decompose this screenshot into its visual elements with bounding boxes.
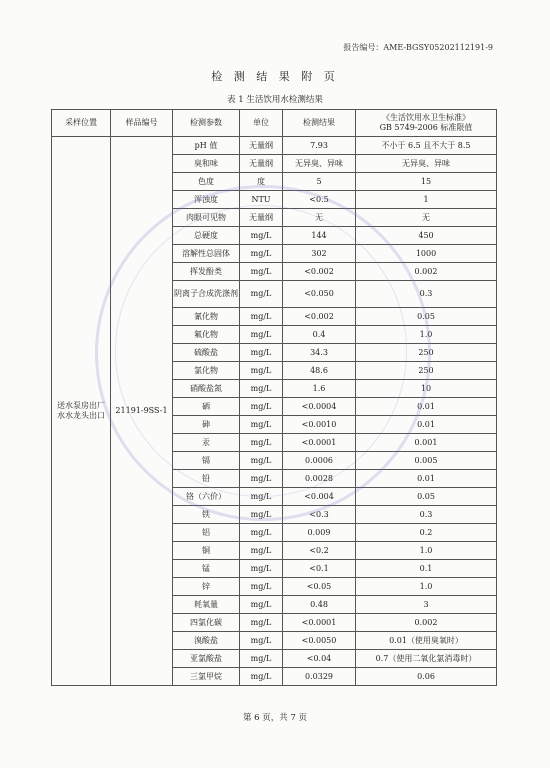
unit-cell: mg/L bbox=[240, 542, 283, 560]
parameter-cell: 铝 bbox=[173, 524, 240, 542]
result-cell: 7.93 bbox=[283, 137, 356, 155]
result-cell: <0.002 bbox=[283, 308, 356, 326]
result-cell: 0.48 bbox=[283, 596, 356, 614]
limit-cell: 1 bbox=[356, 191, 497, 209]
header-standard bbox=[356, 110, 497, 137]
limit-cell: 0.01（使用臭氧时） bbox=[356, 632, 497, 650]
limit-cell: 0.005 bbox=[356, 452, 497, 470]
result-cell: <0.5 bbox=[283, 191, 356, 209]
unit-cell: mg/L bbox=[240, 650, 283, 668]
unit-cell: mg/L bbox=[240, 308, 283, 326]
result-cell: 0.4 bbox=[283, 326, 356, 344]
limit-cell: 1.0 bbox=[356, 578, 497, 596]
limit-cell: 0.001 bbox=[356, 434, 497, 452]
limit-cell: 0.01 bbox=[356, 398, 497, 416]
limit-cell: 0.7（使用二氧化氯消毒时） bbox=[356, 650, 497, 668]
parameter-cell: 锰 bbox=[173, 560, 240, 578]
header-location: 采样位置 bbox=[52, 110, 111, 137]
parameter-cell: 溶解性总固体 bbox=[173, 245, 240, 263]
unit-cell: NTU bbox=[240, 191, 283, 209]
parameter-cell: 浑浊度 bbox=[173, 191, 240, 209]
sample-id-cell: 21191-9SS-1 bbox=[111, 137, 173, 686]
limit-cell: 1.0 bbox=[356, 542, 497, 560]
result-cell: 144 bbox=[283, 227, 356, 245]
unit-cell: mg/L bbox=[240, 560, 283, 578]
limit-cell: 450 bbox=[356, 227, 497, 245]
limit-cell: 无 bbox=[356, 209, 497, 227]
unit-cell: mg/L bbox=[240, 452, 283, 470]
result-cell: <0.0001 bbox=[283, 614, 356, 632]
parameter-cell: 耗氧量 bbox=[173, 596, 240, 614]
parameter-cell: 臭和味 bbox=[173, 155, 240, 173]
limit-cell: 1000 bbox=[356, 245, 497, 263]
result-cell: <0.1 bbox=[283, 560, 356, 578]
parameter-cell: 硫酸盐 bbox=[173, 344, 240, 362]
results-body bbox=[52, 137, 497, 686]
unit-cell: mg/L bbox=[240, 596, 283, 614]
unit-cell: mg/L bbox=[240, 632, 283, 650]
result-cell: <0.05 bbox=[283, 578, 356, 596]
report-number: 报告编号：AME-BGSY05202112191-9 bbox=[343, 43, 493, 52]
result-cell: <0.0001 bbox=[283, 434, 356, 452]
unit-cell: mg/L bbox=[240, 470, 283, 488]
unit-cell: mg/L bbox=[240, 281, 283, 308]
limit-cell: 0.05 bbox=[356, 488, 497, 506]
parameter-cell: 砷 bbox=[173, 416, 240, 434]
parameter-cell: 锌 bbox=[173, 578, 240, 596]
unit-cell: mg/L bbox=[240, 416, 283, 434]
parameter-cell: 硒 bbox=[173, 398, 240, 416]
parameter-cell: 镉 bbox=[173, 452, 240, 470]
result-cell: 0.009 bbox=[283, 524, 356, 542]
parameter-cell: 汞 bbox=[173, 434, 240, 452]
parameter-cell: 氯化物 bbox=[173, 362, 240, 380]
parameter-cell: 亚氯酸盐 bbox=[173, 650, 240, 668]
table-title: 表 1 生活饮用水检测结果 bbox=[227, 95, 323, 105]
page-footer: 第 6 页，共 7 页 bbox=[242, 713, 308, 723]
parameter-cell: 四氯化碳 bbox=[173, 614, 240, 632]
unit-cell: 无量纲 bbox=[240, 155, 283, 173]
limit-cell: 3 bbox=[356, 596, 497, 614]
header-parameter: 检测参数 bbox=[173, 110, 240, 137]
header-standard-line1: 《生活饮用水卫生标准》 bbox=[382, 113, 470, 122]
unit-cell: mg/L bbox=[240, 578, 283, 596]
unit-cell: mg/L bbox=[240, 245, 283, 263]
limit-cell: 无异臭、异味 bbox=[356, 155, 497, 173]
limit-cell: 250 bbox=[356, 362, 497, 380]
result-cell: 5 bbox=[283, 173, 356, 191]
table-row bbox=[52, 137, 497, 155]
result-cell: 0.0329 bbox=[283, 668, 356, 686]
result-cell: <0.004 bbox=[283, 488, 356, 506]
parameter-cell: 铁 bbox=[173, 506, 240, 524]
limit-cell: 0.2 bbox=[356, 524, 497, 542]
parameter-cell: pH 值 bbox=[173, 137, 240, 155]
limit-cell: 不小于 6.5 且不大于 8.5 bbox=[356, 137, 497, 155]
unit-cell: mg/L bbox=[240, 614, 283, 632]
parameter-cell: 肉眼可见物 bbox=[173, 209, 240, 227]
result-cell: <0.002 bbox=[283, 263, 356, 281]
page-title: 检 测 结 果 附 页 bbox=[211, 70, 339, 83]
parameter-cell: 氟化物 bbox=[173, 326, 240, 344]
limit-cell: 0.002 bbox=[356, 263, 497, 281]
result-cell: 48.6 bbox=[283, 362, 356, 380]
unit-cell: mg/L bbox=[240, 488, 283, 506]
limit-cell: 0.1 bbox=[356, 560, 497, 578]
limit-cell: 0.05 bbox=[356, 308, 497, 326]
parameter-cell: 硝酸盐氮 bbox=[173, 380, 240, 398]
result-cell: 1.6 bbox=[283, 380, 356, 398]
unit-cell: mg/L bbox=[240, 506, 283, 524]
parameter-cell: 铅 bbox=[173, 470, 240, 488]
parameter-cell: 色度 bbox=[173, 173, 240, 191]
parameter-cell: 铬（六价） bbox=[173, 488, 240, 506]
result-cell: <0.0050 bbox=[283, 632, 356, 650]
result-cell: 302 bbox=[283, 245, 356, 263]
sample-location-cell: 送水泵房出厂水水龙头出口 bbox=[52, 137, 111, 686]
unit-cell: 无量纲 bbox=[240, 209, 283, 227]
parameter-cell: 总硬度 bbox=[173, 227, 240, 245]
parameter-cell: 溴酸盐 bbox=[173, 632, 240, 650]
result-cell: 34.3 bbox=[283, 344, 356, 362]
unit-cell: 无量纲 bbox=[240, 137, 283, 155]
limit-cell: 250 bbox=[356, 344, 497, 362]
result-cell: <0.0010 bbox=[283, 416, 356, 434]
limit-cell: 15 bbox=[356, 173, 497, 191]
results-table bbox=[51, 109, 497, 686]
parameter-cell: 挥发酚类 bbox=[173, 263, 240, 281]
header-result: 检测结果 bbox=[283, 110, 356, 137]
result-cell: <0.050 bbox=[283, 281, 356, 308]
unit-cell: mg/L bbox=[240, 668, 283, 686]
parameter-cell: 铜 bbox=[173, 542, 240, 560]
unit-cell: mg/L bbox=[240, 227, 283, 245]
limit-cell: 0.3 bbox=[356, 506, 497, 524]
limit-cell: 0.3 bbox=[356, 281, 497, 308]
parameter-cell: 阴离子合成洗涤剂 bbox=[173, 281, 240, 308]
parameter-cell: 三氯甲烷 bbox=[173, 668, 240, 686]
unit-cell: mg/L bbox=[240, 524, 283, 542]
header-unit: 单位 bbox=[240, 110, 283, 137]
result-cell: <0.04 bbox=[283, 650, 356, 668]
limit-cell: 0.01 bbox=[356, 416, 497, 434]
result-cell: <0.3 bbox=[283, 506, 356, 524]
header-sample-id: 样品编号 bbox=[111, 110, 173, 137]
limit-cell: 10 bbox=[356, 380, 497, 398]
unit-cell: mg/L bbox=[240, 326, 283, 344]
limit-cell: 0.01 bbox=[356, 470, 497, 488]
parameter-cell: 氰化物 bbox=[173, 308, 240, 326]
unit-cell: mg/L bbox=[240, 380, 283, 398]
limit-cell: 0.06 bbox=[356, 668, 497, 686]
unit-cell: 度 bbox=[240, 173, 283, 191]
result-cell: <0.2 bbox=[283, 542, 356, 560]
result-cell: 0.0006 bbox=[283, 452, 356, 470]
unit-cell: mg/L bbox=[240, 398, 283, 416]
result-cell: 无异臭、异味 bbox=[283, 155, 356, 173]
unit-cell: mg/L bbox=[240, 344, 283, 362]
unit-cell: mg/L bbox=[240, 362, 283, 380]
result-cell: 无 bbox=[283, 209, 356, 227]
header-standard-line2: GB 5749-2006 标准限值 bbox=[379, 123, 473, 132]
result-cell: 0.0028 bbox=[283, 470, 356, 488]
unit-cell: mg/L bbox=[240, 263, 283, 281]
limit-cell: 1.0 bbox=[356, 326, 497, 344]
result-cell: <0.0004 bbox=[283, 398, 356, 416]
unit-cell: mg/L bbox=[240, 434, 283, 452]
limit-cell: 0.002 bbox=[356, 614, 497, 632]
